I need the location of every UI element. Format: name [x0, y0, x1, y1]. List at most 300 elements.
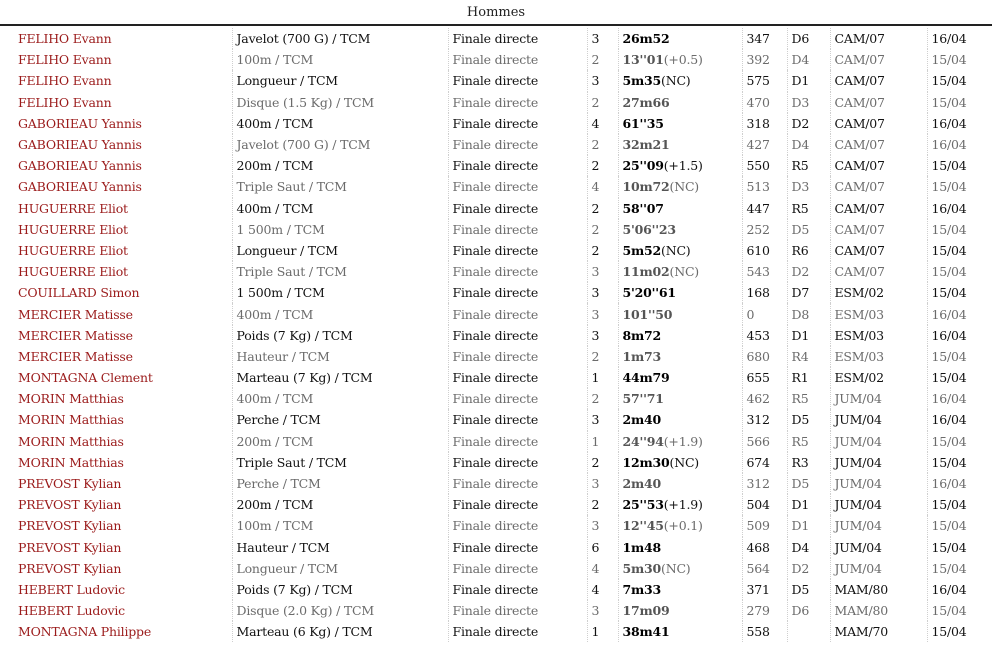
- placement: 2: [587, 219, 618, 240]
- placement: 1: [587, 367, 618, 388]
- performance: [618, 600, 742, 621]
- performance: [618, 49, 742, 70]
- athlete-name: GABORIEAU Yannis: [18, 158, 142, 174]
- event-name: 200m / TCM: [232, 494, 448, 515]
- performance-mark: 5'20''61: [622, 285, 676, 301]
- round-name: Finale directe: [448, 176, 587, 197]
- level: D4: [787, 49, 830, 70]
- date: 16/04: [927, 409, 992, 430]
- athlete-name: HUGUERRE Eliot: [18, 242, 128, 258]
- date: 16/04: [927, 303, 992, 324]
- category: CAM/07: [830, 198, 927, 219]
- performance-mark: 57''71: [622, 391, 664, 407]
- athlete-name: MORIN Matthias: [18, 412, 124, 428]
- points: 550: [742, 155, 787, 176]
- performance: [618, 176, 742, 197]
- event-name: Perche / TCM: [232, 409, 448, 430]
- points: 371: [742, 579, 787, 600]
- performance: [618, 409, 742, 430]
- round-name: Finale directe: [448, 325, 587, 346]
- points: 468: [742, 537, 787, 558]
- table-row: [0, 240, 992, 261]
- level: D1: [787, 70, 830, 91]
- level: D5: [787, 579, 830, 600]
- placement: 4: [587, 113, 618, 134]
- level: D2: [787, 261, 830, 282]
- table-row: [0, 558, 992, 579]
- date: 15/04: [927, 431, 992, 452]
- table-row: [0, 92, 992, 113]
- event-name: 100m / TCM: [232, 49, 448, 70]
- performance: [618, 219, 742, 240]
- category: ESM/02: [830, 367, 927, 388]
- round-name: Finale directe: [448, 600, 587, 621]
- round-name: Finale directe: [448, 70, 587, 91]
- date: 15/04: [927, 537, 992, 558]
- event-name: Javelot (700 G) / TCM: [232, 28, 448, 49]
- athlete-name: MERCIER Matisse: [18, 348, 133, 364]
- athlete-name: FELIHO Evann: [18, 73, 112, 89]
- table-row: [0, 303, 992, 324]
- athlete-name: FELIHO Evann: [18, 52, 112, 68]
- category: MAM/80: [830, 579, 927, 600]
- round-name: Finale directe: [448, 579, 587, 600]
- points: 509: [742, 515, 787, 536]
- round-name: Finale directe: [448, 431, 587, 452]
- level: R6: [787, 240, 830, 261]
- date: 15/04: [927, 92, 992, 113]
- table-row: [0, 219, 992, 240]
- placement: 6: [587, 537, 618, 558]
- results-table: [0, 28, 992, 642]
- athlete-name: MERCIER Matisse: [18, 327, 133, 343]
- performance-mark: 5m35: [622, 73, 662, 89]
- performance-mark: 7m33: [622, 581, 662, 597]
- level: R5: [787, 155, 830, 176]
- category: CAM/07: [830, 134, 927, 155]
- performance-mark: 26m52: [622, 31, 670, 47]
- date: 15/04: [927, 155, 992, 176]
- placement: 3: [587, 473, 618, 494]
- level: D2: [787, 558, 830, 579]
- points: 564: [742, 558, 787, 579]
- level: D5: [787, 473, 830, 494]
- performance-mark: 1m48: [622, 539, 662, 555]
- round-name: Finale directe: [448, 28, 587, 49]
- round-name: Finale directe: [448, 219, 587, 240]
- table-row: [0, 113, 992, 134]
- level: R4: [787, 346, 830, 367]
- points: 674: [742, 452, 787, 473]
- performance-mark: 10m72: [622, 179, 670, 195]
- athlete-name: FELIHO Evann: [18, 94, 112, 110]
- points: 558: [742, 621, 787, 642]
- points: 447: [742, 198, 787, 219]
- category: ESM/03: [830, 303, 927, 324]
- placement: 3: [587, 515, 618, 536]
- level: D7: [787, 282, 830, 303]
- date: 15/04: [927, 176, 992, 197]
- athlete-name: PREVOST Kylian: [18, 539, 122, 555]
- category: CAM/07: [830, 113, 927, 134]
- points: 312: [742, 473, 787, 494]
- performance-mark: 8m72: [622, 327, 662, 343]
- round-name: Finale directe: [448, 240, 587, 261]
- performance-mark: 5m30: [622, 560, 662, 576]
- placement: 4: [587, 558, 618, 579]
- points: 318: [742, 113, 787, 134]
- points: 655: [742, 367, 787, 388]
- points: 680: [742, 346, 787, 367]
- performance-mark: 44m79: [622, 370, 670, 386]
- performance-mark: 12''45: [622, 518, 664, 534]
- athlete-name: MONTAGNA Philippe: [18, 624, 152, 640]
- wind-note: (NC): [661, 73, 691, 89]
- wind-note: (NC): [661, 560, 691, 576]
- table-row: [0, 155, 992, 176]
- category: ESM/03: [830, 325, 927, 346]
- points: 347: [742, 28, 787, 49]
- placement: 2: [587, 155, 618, 176]
- level: D8: [787, 303, 830, 324]
- table-row: [0, 176, 992, 197]
- event-name: Perche / TCM: [232, 473, 448, 494]
- wind-note: (NC): [669, 264, 699, 280]
- level: R1: [787, 367, 830, 388]
- round-name: Finale directe: [448, 494, 587, 515]
- round-name: Finale directe: [448, 515, 587, 536]
- performance: [618, 240, 742, 261]
- table-row: [0, 198, 992, 219]
- performance-mark: 25''09: [622, 158, 664, 174]
- points: 513: [742, 176, 787, 197]
- performance-mark: 61''35: [622, 115, 664, 131]
- placement: 3: [587, 600, 618, 621]
- placement: 3: [587, 325, 618, 346]
- level: R5: [787, 431, 830, 452]
- athlete-name: HUGUERRE Eliot: [18, 264, 128, 280]
- athlete-name: MERCIER Matisse: [18, 306, 133, 322]
- points: 575: [742, 70, 787, 91]
- performance-mark: 38m41: [622, 624, 670, 640]
- performance: [618, 282, 742, 303]
- points: 252: [742, 219, 787, 240]
- performance: [618, 388, 742, 409]
- points: 566: [742, 431, 787, 452]
- athlete-name: MONTAGNA Clement: [18, 370, 153, 386]
- points: 427: [742, 134, 787, 155]
- table-row: [0, 494, 992, 515]
- athlete-name: PREVOST Kylian: [18, 560, 122, 576]
- points: 168: [742, 282, 787, 303]
- date: 16/04: [927, 198, 992, 219]
- placement: 3: [587, 28, 618, 49]
- category: JUM/04: [830, 452, 927, 473]
- round-name: Finale directe: [448, 261, 587, 282]
- event-name: Longueur / TCM: [232, 70, 448, 91]
- category: JUM/04: [830, 388, 927, 409]
- event-name: Hauteur / TCM: [232, 346, 448, 367]
- level: D6: [787, 600, 830, 621]
- table-row: [0, 452, 992, 473]
- athlete-name: MORIN Matthias: [18, 433, 124, 449]
- performance-mark: 32m21: [622, 137, 670, 153]
- table-row: [0, 367, 992, 388]
- event-name: Disque (2.0 Kg) / TCM: [232, 600, 448, 621]
- table-row: [0, 346, 992, 367]
- event-name: 200m / TCM: [232, 431, 448, 452]
- wind-note: (NC): [669, 179, 699, 195]
- category: CAM/07: [830, 70, 927, 91]
- category: CAM/07: [830, 261, 927, 282]
- table-row: [0, 325, 992, 346]
- section-title: Hommes: [0, 0, 992, 26]
- performance: [618, 325, 742, 346]
- level: D3: [787, 92, 830, 113]
- level: R5: [787, 388, 830, 409]
- points: 470: [742, 92, 787, 113]
- level: D2: [787, 113, 830, 134]
- date: 16/04: [927, 325, 992, 346]
- date: 15/04: [927, 346, 992, 367]
- performance: [618, 261, 742, 282]
- level: D4: [787, 134, 830, 155]
- date: 16/04: [927, 28, 992, 49]
- round-name: Finale directe: [448, 558, 587, 579]
- event-name: Marteau (7 Kg) / TCM: [232, 367, 448, 388]
- event-name: Longueur / TCM: [232, 558, 448, 579]
- performance-mark: 5'06''23: [622, 221, 676, 237]
- performance: [618, 473, 742, 494]
- category: JUM/04: [830, 558, 927, 579]
- category: ESM/02: [830, 282, 927, 303]
- placement: 2: [587, 49, 618, 70]
- performance: [618, 537, 742, 558]
- athlete-name: MORIN Matthias: [18, 391, 124, 407]
- performance: [618, 621, 742, 642]
- points: 279: [742, 600, 787, 621]
- table-row: [0, 621, 992, 642]
- event-name: Triple Saut / TCM: [232, 176, 448, 197]
- round-name: Finale directe: [448, 537, 587, 558]
- performance: [618, 346, 742, 367]
- performance-mark: 58''07: [622, 200, 664, 216]
- performance: [618, 155, 742, 176]
- performance-mark: 25''53: [622, 497, 664, 513]
- category: CAM/07: [830, 49, 927, 70]
- event-name: Poids (7 Kg) / TCM: [232, 579, 448, 600]
- event-name: Poids (7 Kg) / TCM: [232, 325, 448, 346]
- category: JUM/04: [830, 515, 927, 536]
- performance: [618, 70, 742, 91]
- performance: [618, 198, 742, 219]
- athlete-name: PREVOST Kylian: [18, 497, 122, 513]
- category: JUM/04: [830, 473, 927, 494]
- points: 312: [742, 409, 787, 430]
- category: CAM/07: [830, 240, 927, 261]
- athlete-name: GABORIEAU Yannis: [18, 115, 142, 131]
- table-row: [0, 600, 992, 621]
- wind-note: (+1.9): [663, 433, 703, 449]
- date: 15/04: [927, 49, 992, 70]
- round-name: Finale directe: [448, 198, 587, 219]
- performance-mark: 101''50: [622, 306, 673, 322]
- level: D4: [787, 537, 830, 558]
- table-row: [0, 537, 992, 558]
- category: JUM/04: [830, 537, 927, 558]
- round-name: Finale directe: [448, 388, 587, 409]
- performance: [618, 367, 742, 388]
- event-name: Hauteur / TCM: [232, 537, 448, 558]
- placement: 3: [587, 282, 618, 303]
- placement: 2: [587, 92, 618, 113]
- event-name: Triple Saut / TCM: [232, 261, 448, 282]
- level: D5: [787, 409, 830, 430]
- placement: 2: [587, 494, 618, 515]
- date: 15/04: [927, 515, 992, 536]
- placement: 2: [587, 198, 618, 219]
- table-row: [0, 473, 992, 494]
- category: CAM/07: [830, 155, 927, 176]
- level: R3: [787, 452, 830, 473]
- date: 15/04: [927, 261, 992, 282]
- table-row: [0, 409, 992, 430]
- category: CAM/07: [830, 219, 927, 240]
- date: 16/04: [927, 388, 992, 409]
- performance: [618, 431, 742, 452]
- performance: [618, 558, 742, 579]
- performance-mark: 13''01: [622, 52, 664, 68]
- placement: 2: [587, 452, 618, 473]
- event-name: 1 500m / TCM: [232, 282, 448, 303]
- date: 16/04: [927, 134, 992, 155]
- date: 15/04: [927, 240, 992, 261]
- performance-mark: 27m66: [622, 94, 670, 110]
- round-name: Finale directe: [448, 155, 587, 176]
- table-row: [0, 28, 992, 49]
- category: CAM/07: [830, 92, 927, 113]
- event-name: Javelot (700 G) / TCM: [232, 134, 448, 155]
- points: 0: [742, 303, 787, 324]
- category: CAM/07: [830, 176, 927, 197]
- date: 16/04: [927, 579, 992, 600]
- table-row: [0, 282, 992, 303]
- category: ESM/03: [830, 346, 927, 367]
- event-name: 400m / TCM: [232, 113, 448, 134]
- level: D6: [787, 28, 830, 49]
- date: 15/04: [927, 70, 992, 91]
- placement: 1: [587, 621, 618, 642]
- performance: [618, 303, 742, 324]
- athlete-name: GABORIEAU Yannis: [18, 137, 142, 153]
- date: 15/04: [927, 494, 992, 515]
- category: JUM/04: [830, 409, 927, 430]
- wind-note: (+0.1): [663, 518, 703, 534]
- category: MAM/80: [830, 600, 927, 621]
- event-name: 400m / TCM: [232, 198, 448, 219]
- points: 610: [742, 240, 787, 261]
- performance-mark: 2m40: [622, 476, 662, 492]
- performance-mark: 24''94: [622, 433, 664, 449]
- round-name: Finale directe: [448, 92, 587, 113]
- date: 15/04: [927, 219, 992, 240]
- table-row: [0, 134, 992, 155]
- date: 15/04: [927, 621, 992, 642]
- event-name: Disque (1.5 Kg) / TCM: [232, 92, 448, 113]
- placement: 3: [587, 303, 618, 324]
- performance-mark: 11m02: [622, 264, 670, 280]
- level: D1: [787, 515, 830, 536]
- date: 15/04: [927, 367, 992, 388]
- level: D5: [787, 219, 830, 240]
- athlete-name: HEBERT Ludovic: [18, 581, 125, 597]
- event-name: 200m / TCM: [232, 155, 448, 176]
- date: 15/04: [927, 600, 992, 621]
- performance-mark: 17m09: [622, 603, 670, 619]
- placement: 2: [587, 346, 618, 367]
- event-name: Longueur / TCM: [232, 240, 448, 261]
- athlete-name: HUGUERRE Eliot: [18, 200, 128, 216]
- round-name: Finale directe: [448, 303, 587, 324]
- category: CAM/07: [830, 28, 927, 49]
- round-name: Finale directe: [448, 49, 587, 70]
- round-name: Finale directe: [448, 452, 587, 473]
- table-row: [0, 261, 992, 282]
- table-row: [0, 431, 992, 452]
- level: R5: [787, 198, 830, 219]
- category: JUM/04: [830, 494, 927, 515]
- placement: 1: [587, 431, 618, 452]
- level: D1: [787, 325, 830, 346]
- performance: [618, 579, 742, 600]
- performance: [618, 494, 742, 515]
- performance: [618, 28, 742, 49]
- round-name: Finale directe: [448, 621, 587, 642]
- category: JUM/04: [830, 431, 927, 452]
- athlete-name: GABORIEAU Yannis: [18, 179, 142, 195]
- athlete-name: HUGUERRE Eliot: [18, 221, 128, 237]
- event-name: 400m / TCM: [232, 303, 448, 324]
- placement: 4: [587, 176, 618, 197]
- placement: 3: [587, 70, 618, 91]
- round-name: Finale directe: [448, 473, 587, 494]
- wind-note: (+0.5): [663, 52, 703, 68]
- wind-note: (NC): [661, 242, 691, 258]
- athlete-name: PREVOST Kylian: [18, 476, 122, 492]
- points: 453: [742, 325, 787, 346]
- performance-mark: 1m73: [622, 348, 662, 364]
- round-name: Finale directe: [448, 113, 587, 134]
- points: 504: [742, 494, 787, 515]
- date: 15/04: [927, 282, 992, 303]
- event-name: Marteau (6 Kg) / TCM: [232, 621, 448, 642]
- event-name: 1 500m / TCM: [232, 219, 448, 240]
- performance: [618, 515, 742, 536]
- round-name: Finale directe: [448, 282, 587, 303]
- wind-note: (+1.9): [663, 497, 703, 513]
- athlete-name: FELIHO Evann: [18, 31, 112, 47]
- table-row: [0, 579, 992, 600]
- placement: 3: [587, 261, 618, 282]
- performance-mark: 12m30: [622, 454, 670, 470]
- date: 15/04: [927, 452, 992, 473]
- round-name: Finale directe: [448, 346, 587, 367]
- date: 15/04: [927, 558, 992, 579]
- performance: [618, 113, 742, 134]
- placement: 3: [587, 409, 618, 430]
- points: 543: [742, 261, 787, 282]
- placement: 2: [587, 240, 618, 261]
